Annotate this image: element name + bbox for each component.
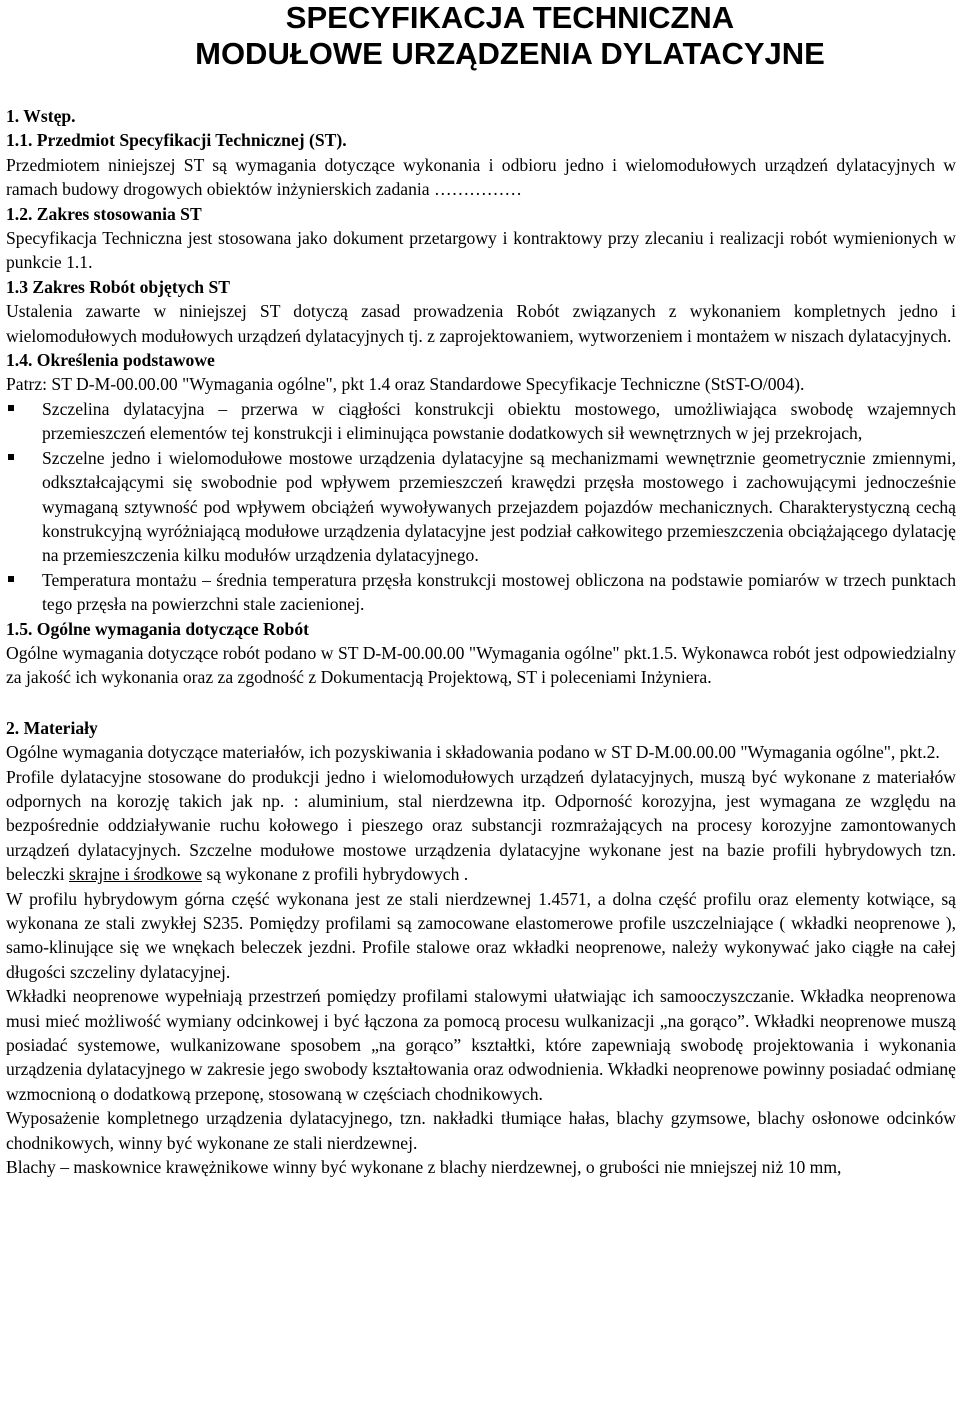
section-2-paragraph-3: W profilu hybrydowym górna część wykonana jest ze stali nierdzewnej 1.4571, a dolna część profilu oraz elementy kotwiące, są wykonana ze stali zwykłej S235. Pomiędzy profilami są zamocowane elastomerowe profile uszczelniające ( wkładki neoprenowe ), samo-klinujące się we wnękach beleczek jezdni. Profile stalowe oraz wkładki neoprenowe, należy wykonywać jako ciągłe na całej długości szczeliny dylatacyjnej. [6, 888, 956, 982]
section-1-heading: 1. Wstęp. [6, 106, 76, 126]
document-title-line-2: MODUŁOWE URZĄDZENIA DYLATACYJNE [195, 36, 825, 71]
document-title-line-1: SPECYFIKACJA TECHNICZNA [285, 0, 735, 35]
section-2-paragraph-4: Wkładki neoprenowe wypełniają przestrzeń pomiędzy profilami stalowymi ułatwiając ich samooczyszczanie. Wkładka neoprenowa musi mieć możliwość wymiany odcinkowej i być łączona za pomocą procesu wulkanizacji „na gorąco”. Wkładki neoprenowe muszą posiadać systemowe, wulkanizowane sposobem „na gorąco” kształtki, które zapewniają swobodę projektowania i wykonania urządzenia dylatacyjnego w zakresie jego swobody kształtowania oraz odwodnienia. Wkładki neoprenowe powinny posiadać odmianę wzmocnioną o dodatkową przeponę, stosowaną w częściach chodnikowych. [6, 986, 956, 1104]
section-1-4-heading: 1.4. Określenia podstawowe [6, 350, 215, 371]
section-2-heading: 2. Materiały [6, 717, 98, 738]
section-1-3-heading: 1.3 Zakres Robót objętych ST [6, 276, 231, 297]
list-item: Szczelina dylatacyjna – przerwa w ciągłości konstrukcji obiektu mostowego, umożliwiająca swobodę wzajemnych przemieszczeń elementów tej konstrukcji i eliminująca powstanie dodatkowych sił wewnętrznych w jej przekrojach, [6, 397, 956, 446]
section-1-3-text: Ustalenia zawarte w niniejszej ST dotyczą zasad prowadzenia Robót związanych z wykonaniem kompletnych jedno i wielomodułowych modułowych urządzeń dylatacyjnych tj. z zaprojektowaniem, wytworzeniem i montażem w niszach dylatacyjnych. [6, 301, 956, 346]
section-1-5-heading: 1.5. Ogólne wymagania dotyczące Robót [6, 618, 309, 639]
paragraph-2-text-start: Profile dylatacyjne stosowane do produkcji jedno i wielomodułowych urządzeń dylatacyjnych, muszą być wykonane z materiałów odpornych na korozję takich jak np. : aluminium, stal nierdzewna itp. Odporność korozyjna, jest wymagana ze względu na bezpośrednie oddziaływanie ruchu kołowego i pieszego oraz substancji rozmrażających na procesy korozyjne zamontowanych urządzeń dylatacyjnych. Szczelne modułowe mostowe urządzenia dylatacyjne wykonane jest na bazie profili hybrydowych tzn. beleczki [6, 766, 956, 885]
underlined-phrase: skrajne i środkowe [69, 864, 202, 885]
section-1-4-text: Patrz: ST D-M-00.00.00 "Wymagania ogólne", pkt 1.4 oraz Standardowe Specyfikacje Techniczne (StST-O/004). [6, 374, 805, 395]
title-block [6, 0, 956, 72]
section-2-paragraph-2 [6, 765, 956, 887]
section-1-1-text: Przedmiotem niniejszej ST są wymagania dotyczące wykonania i odbioru jedno i wielomodułowych urządzeń dylatacyjnych w ramach budowy drogowych obiektów inżynierskich zadania …………… [6, 154, 956, 200]
paragraph-2-text-end: są wykonane z profili hybrydowych . [201, 864, 469, 885]
section-1-1-heading: 1.1. Przedmiot Specyfikacji Technicznej (ST). [6, 130, 347, 151]
section-2-paragraph-6: Blachy – maskownice krawężnikowe winny być wykonane z blachy nierdzewnej, o grubości nie mniejszej niż 10 mm, [6, 1157, 842, 1178]
list-item: Szczelne jedno i wielomodułowe mostowe urządzenia dylatacyjne są mechanizmami wewnętrznie geometrycznie zmiennymi, odkształcającymi się swobodnie pod wpływem przemieszczeń krawędzi przęsła mostowego i zachowującymi jednocześnie wymaganą sztywność pod wpływem obciążeń wywoływanych przejazdem pojazdów mechanicznych. Charakterystyczną cechą konstrukcyjną wyróżniającą modułowe urządzenia dylatacyjne jest podział całkowitego przemieszczenia obciążającego dylatację na przemieszczenia kilku modułów urządzenia dylatacyjnego. [6, 446, 956, 568]
definitions-list [6, 397, 956, 617]
document-page [6, 0, 956, 1179]
list-item: Temperatura montażu – średnia temperatura przęsła konstrukcji mostowej obliczona na podstawie pomiarów w trzech punktach tego przęsła na powierzchni stale zacienionej. [6, 568, 956, 617]
section-1-5-text: Ogólne wymagania dotyczące robót podano w ST D-M-00.00.00 "Wymagania ogólne" pkt.1.5. Wykonawca robót jest odpowiedzialny za jakość ich wykonania oraz za zgodność z Dokumentacją Projektową, ST i poleceniami Inżyniera. [6, 642, 956, 688]
section-2-paragraph-5: Wyposażenie kompletnego urządzenia dylatacyjnego, tzn. nakładki tłumiące hałas, blachy gzymsowe, blachy osłonowe odcinków chodnikowych, winny być wykonane ze stali nierdzewnej. [6, 1108, 956, 1153]
section-2-paragraph-1: Ogólne wymagania dotyczące materiałów, ich pozyskiwania i składowania podano w ST D-M.00.00.00 "Wymagania ogólne", pkt.2. [6, 742, 940, 763]
section-spacer [6, 690, 956, 716]
section-1-2-heading: 1.2. Zakres stosowania ST [6, 203, 202, 224]
section-1-2-text: Specyfikacja Techniczna jest stosowana jako dokument przetargowy i kontraktowy przy zlecaniu i realizacji robót wymienionych w punkcie 1.1. [6, 228, 956, 273]
